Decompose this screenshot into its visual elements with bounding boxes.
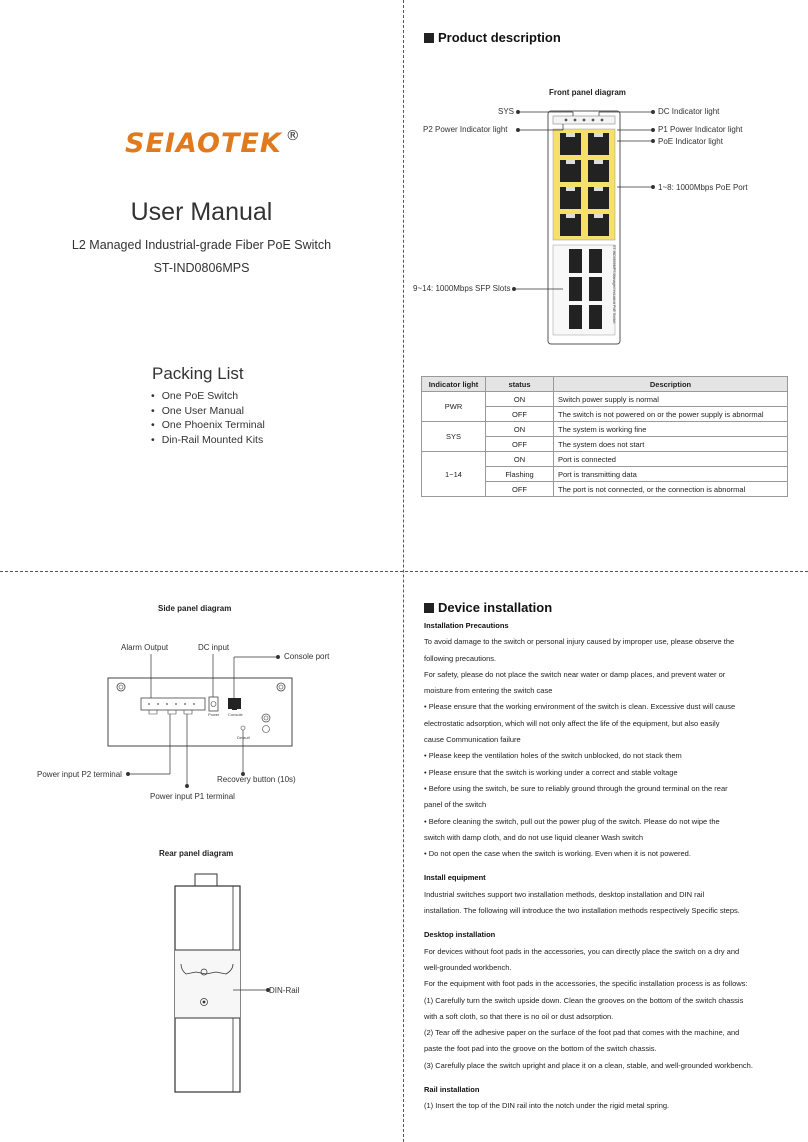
registered-mark: ®: [285, 128, 301, 144]
paragraph-line: • Please ensure that the switch is working under a correct and stable voltage: [424, 767, 678, 777]
label-p2-power: P2 Power Indicator light: [423, 125, 508, 134]
paragraph-line: paste the foot pad into the groove on the bottom of the switch chassis.: [424, 1044, 657, 1054]
list-item: • One User Manual: [151, 404, 265, 419]
paragraph-line: panel of the switch: [424, 800, 487, 810]
list-item: • One Phoenix Terminal: [151, 418, 265, 433]
label-din-rail: DIN-Rail: [269, 986, 300, 995]
indicator-name: 1~14: [422, 452, 486, 497]
square-bullet-icon: [424, 603, 434, 613]
label-poe-ports: 1~8: 1000Mbps PoE Port: [658, 183, 748, 192]
table-row: [422, 422, 788, 437]
paragraph-line: To avoid damage to the switch or personal injury caused by improper use, please observe the: [424, 637, 735, 647]
logo-text: SEIAOTEK: [125, 128, 282, 159]
paragraph-line: following precautions.: [424, 653, 497, 663]
paragraph-line: electrostatic adsorption, which will not only affect the life of the equipment, but also easily: [424, 718, 720, 728]
install-section-title: Device installation: [424, 600, 552, 615]
label-dc-indicator: DC Indicator light: [658, 107, 720, 116]
list-item: • One PoE Switch: [151, 389, 265, 404]
rail-heading: Rail installation: [424, 1085, 480, 1095]
label-console-port: Console port: [284, 652, 330, 661]
description-cell: Switch power supply is normal: [554, 392, 788, 407]
packing-list: [151, 389, 265, 447]
status-cell: ON: [486, 422, 554, 437]
paragraph-line: (2) Tear off the adhesive paper on the surface of the foot pad that comes with the machine, and: [424, 1028, 740, 1038]
dc-jack: [209, 697, 218, 711]
terminal-block: [141, 698, 205, 710]
paragraph-line: cause Communication failure: [424, 735, 521, 745]
paragraph-line: (1) Insert the top of the DIN rail into the notch under the rigid metal spring.: [424, 1101, 670, 1111]
install-body: [424, 618, 796, 1115]
description-cell: The system is working fine: [554, 422, 788, 437]
paragraph-line: (3) Carefully place the switch upright and place it on a clean, stable, and well-grounded workbench.: [424, 1060, 753, 1070]
paragraph-line: For safety, please do not place the switch near water or damp places, and prevent water or: [424, 669, 726, 679]
paragraph-line: • Before using the switch, be sure to reliably ground through the ground terminal on the rear: [424, 783, 728, 793]
front-panel-diagram: [403, 95, 808, 355]
paragraph-line: • Please keep the ventilation holes of the switch unblocked, do not stack them: [424, 751, 682, 761]
desktop-heading: Desktop installation: [424, 930, 496, 940]
status-cell: OFF: [486, 482, 554, 497]
indicator-table: [421, 376, 788, 497]
front-panel-title: Front panel diagram: [549, 88, 626, 97]
product-model: ST-IND0806MPS: [153, 261, 250, 275]
status-cell: ON: [486, 392, 554, 407]
indicator-name: SYS: [422, 422, 486, 452]
side-panel-body: [108, 678, 292, 746]
small-power-label: Power: [208, 712, 220, 717]
poe-ports: [553, 129, 615, 240]
paragraph-line: For the equipment with foot pads in the accessories, the specific installation process is as follows:: [424, 979, 748, 989]
sfp-slots: [553, 245, 615, 335]
label-sys: SYS: [498, 107, 515, 116]
packing-list-title: Packing List: [152, 364, 244, 383]
paragraph-line: • Please ensure that the working environment of the switch is clean. Excessive dust will cause: [424, 702, 736, 712]
paragraph-line: Industrial switches support two installation methods, desktop installation and DIN rail: [424, 889, 705, 899]
description-cell: Port is transmitting data: [554, 467, 788, 482]
page-divider-horizontal: [0, 571, 808, 572]
paragraph-line: well-grounded workbench.: [424, 962, 512, 972]
label-alarm-output: Alarm Output: [121, 643, 169, 652]
paragraph-line: installation. The following will introduce the two installation methods respectively Specific steps.: [424, 906, 740, 916]
side-panel-title: Side panel diagram: [158, 604, 232, 613]
status-cell: OFF: [486, 437, 554, 452]
status-cell: OFF: [486, 407, 554, 422]
table-header: status: [486, 377, 554, 392]
label-recovery-button: Recovery button (10s): [217, 775, 296, 784]
paragraph-line: For devices without foot pads in the accessories, you can directly place the switch on a dry and: [424, 946, 740, 956]
status-cell: Flashing: [486, 467, 554, 482]
description-cell: The port is not connected, or the connection is abnormal: [554, 482, 788, 497]
label-dc-input: DC input: [198, 643, 230, 652]
description-cell: The switch is not powered on or the power supply is abnormal: [554, 407, 788, 422]
table-header-row: [422, 377, 788, 392]
rear-panel-diagram: [0, 868, 403, 1098]
manual-title: User Manual: [130, 198, 273, 226]
label-p1-power: P1 Power Indicator light: [658, 125, 743, 134]
vertical-product-text: ST-IND0806MPS Managed Industrial PoE Switch: [612, 245, 616, 324]
paragraph-line: (1) Carefully turn the switch upside down. Clean the grooves on the bottom of the switch chassis: [424, 995, 744, 1005]
label-sfp-slots: 9~14: 1000Mbps SFP Slots: [413, 284, 511, 293]
label-power-p2: Power input P2 terminal: [37, 770, 122, 779]
table-row: [422, 392, 788, 407]
small-default-label: Default: [237, 735, 250, 740]
label-poe-indicator: PoE Indicator light: [658, 137, 723, 146]
paragraph-line: • Before cleaning the switch, pull out the power plug of the switch. Please do not wipe the: [424, 816, 720, 826]
list-item: • Din-Rail Mounted Kits: [151, 433, 265, 448]
status-cell: ON: [486, 452, 554, 467]
paragraph-line: switch with damp cloth, and do not use liquid cleaner Wash switch: [424, 832, 643, 842]
paragraph-line: moisture from entering the switch case: [424, 686, 553, 696]
table-row: [422, 452, 788, 467]
paragraph-line: • Do not open the case when the switch is working. Even when it is not powered.: [424, 849, 691, 859]
brand-logo: [125, 128, 301, 159]
square-bullet-icon: [424, 33, 434, 43]
indicator-name: PWR: [422, 392, 486, 422]
product-subtitle: L2 Managed Industrial-grade Fiber PoE Switch: [71, 238, 332, 252]
table-header: Indicator light: [422, 377, 486, 392]
equipment-heading: Install equipment: [424, 873, 486, 883]
description-cell: The system does not start: [554, 437, 788, 452]
paragraph-line: with a soft cloth, so that there is no oil or dust adsorption.: [424, 1011, 614, 1021]
description-cell: Port is connected: [554, 452, 788, 467]
small-console-label: Console: [228, 712, 243, 717]
rear-panel-title: Rear panel diagram: [159, 849, 234, 858]
product-section-title: Product description: [424, 30, 561, 45]
label-power-p1: Power input P1 terminal: [150, 792, 235, 801]
precautions-heading: Installation Precautions: [424, 621, 509, 630]
table-header: Description: [554, 377, 788, 392]
